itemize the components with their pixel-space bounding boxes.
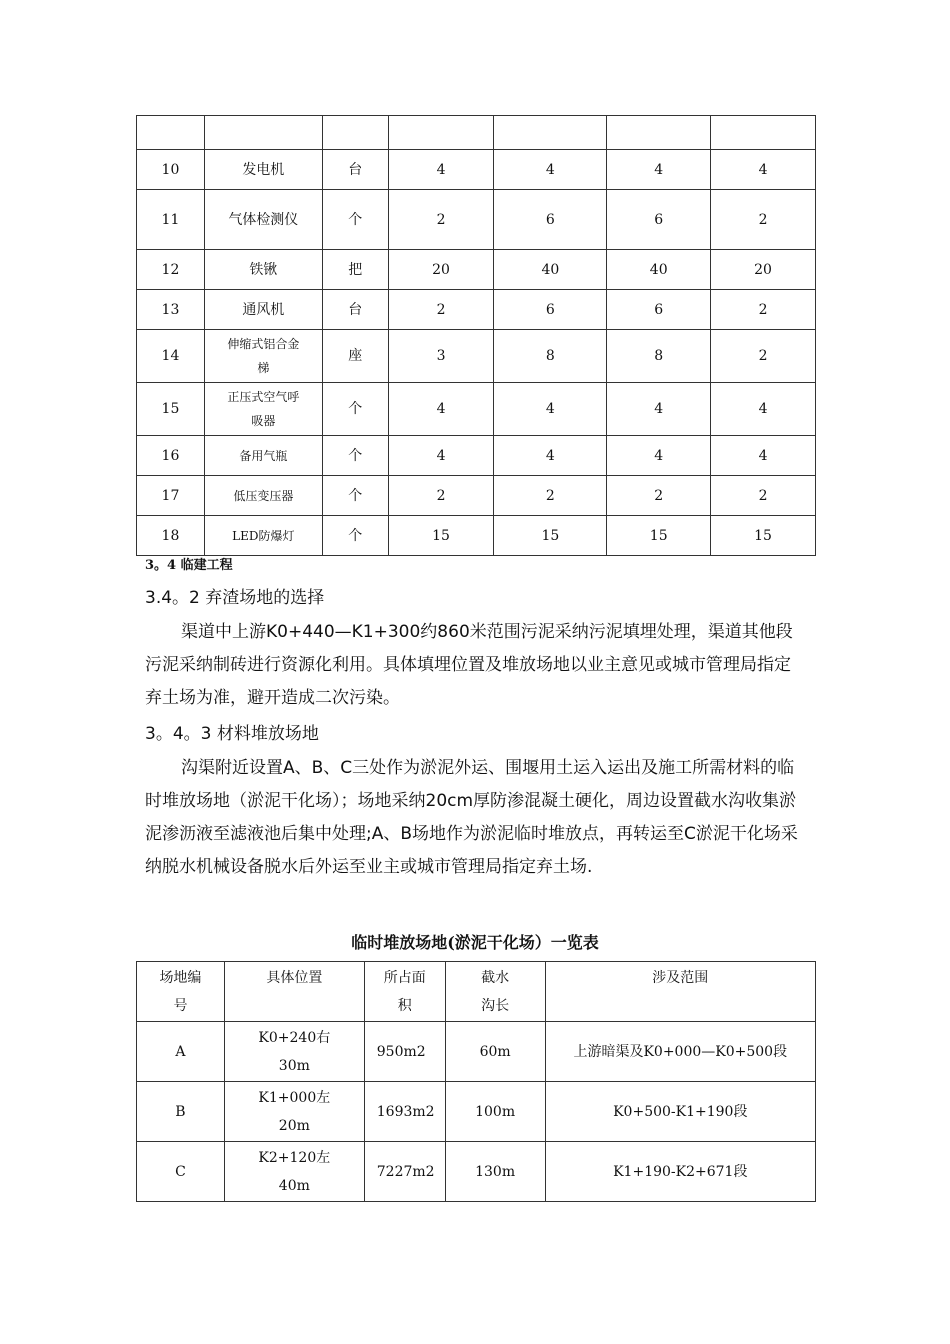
table-row	[137, 190, 816, 250]
table-row	[137, 330, 816, 383]
cell-qty	[607, 116, 711, 150]
cell-unit	[322, 116, 388, 150]
header-ditch: 截水沟长	[445, 962, 545, 1022]
cell-qty: 4	[607, 383, 711, 436]
cell-name: LED防爆灯	[204, 516, 322, 556]
cell-no: 14	[137, 330, 205, 383]
cell-qty: 6	[607, 190, 711, 250]
cell-unit: 台	[322, 290, 388, 330]
cell-no: 13	[137, 290, 205, 330]
cell-unit: 台	[322, 150, 388, 190]
cell-no: 16	[137, 436, 205, 476]
cell-location: K1+000左20m	[224, 1082, 364, 1142]
cell-qty: 40	[494, 250, 607, 290]
cell-qty: 2	[711, 330, 816, 383]
table-row	[137, 116, 816, 150]
header-location: 具体位置	[224, 962, 364, 1022]
table-row	[137, 150, 816, 190]
cell-no: 12	[137, 250, 205, 290]
header-area: 所占面积	[364, 962, 445, 1022]
cell-area: 7227m2	[364, 1142, 445, 1202]
cell-qty: 6	[494, 290, 607, 330]
cell-name	[204, 116, 322, 150]
table-row	[137, 1022, 816, 1082]
table-row	[137, 436, 816, 476]
cell-area: 950m2	[364, 1022, 445, 1082]
cell-location: K2+120左40m	[224, 1142, 364, 1202]
cell-qty: 4	[494, 383, 607, 436]
sub-heading-material-site: 3。4。3 材料堆放场地	[145, 724, 319, 744]
cell-qty: 40	[607, 250, 711, 290]
table-row	[137, 1082, 816, 1142]
cell-qty: 4	[607, 150, 711, 190]
cell-scope: K0+500-K1+190段	[545, 1082, 815, 1142]
cell-qty: 20	[388, 250, 494, 290]
cell-name: 低压变压器	[204, 476, 322, 516]
cell-qty	[711, 116, 816, 150]
table-row	[137, 476, 816, 516]
cell-site-id: C	[137, 1142, 225, 1202]
table-row	[137, 290, 816, 330]
cell-qty: 8	[494, 330, 607, 383]
table-row	[137, 1142, 816, 1202]
cell-qty: 4	[388, 436, 494, 476]
cell-qty: 20	[711, 250, 816, 290]
paragraph-material-site: 沟渠附近设置A、B、C三处作为淤泥外运、围堰用土运入运出及施工所需材料的临时堆放场地（淤泥干化场）；场地采纳20cm厚防渗混凝土硬化，周边设置截水沟收集淤泥渗沥液至滤液池后集中处理;A、B场地作为淤泥临时堆放点，再转运至C淤泥干化场采纳脱水机械设备脱水后外运至业主或城市管理局指定弃土场.	[145, 758, 798, 877]
cell-no: 17	[137, 476, 205, 516]
cell-qty: 4	[494, 436, 607, 476]
cell-qty: 15	[607, 516, 711, 556]
cell-name: 发电机	[204, 150, 322, 190]
cell-qty: 2	[607, 476, 711, 516]
cell-qty: 6	[607, 290, 711, 330]
cell-qty	[494, 116, 607, 150]
cell-ditch: 130m	[445, 1142, 545, 1202]
cell-qty: 8	[607, 330, 711, 383]
cell-no: 10	[137, 150, 205, 190]
cell-unit: 个	[322, 436, 388, 476]
sub-heading-spoil-site: 3.4。2 弃渣场地的选择	[145, 588, 325, 608]
sites-table	[136, 961, 816, 1202]
table-caption: 临时堆放场地(淤泥干化场）一览表	[351, 933, 599, 952]
cell-no: 15	[137, 383, 205, 436]
cell-name: 备用气瓶	[204, 436, 322, 476]
cell-unit: 个	[322, 476, 388, 516]
cell-name: 通风机	[204, 290, 322, 330]
cell-area: 1693m2	[364, 1082, 445, 1142]
cell-qty: 4	[711, 436, 816, 476]
cell-qty: 3	[388, 330, 494, 383]
cell-name: 铁锹	[204, 250, 322, 290]
cell-scope: 上游暗渠及K0+000—K0+500段	[545, 1022, 815, 1082]
cell-unit: 个	[322, 190, 388, 250]
cell-scope: K1+190-K2+671段	[545, 1142, 815, 1202]
header-id: 场地编号	[137, 962, 225, 1022]
header-scope: 涉及范围	[545, 962, 815, 1022]
cell-qty	[388, 116, 494, 150]
cell-unit: 个	[322, 383, 388, 436]
cell-unit: 把	[322, 250, 388, 290]
cell-name: 气体检测仪	[204, 190, 322, 250]
cell-location: K0+240右30m	[224, 1022, 364, 1082]
cell-qty: 4	[607, 436, 711, 476]
cell-no: 18	[137, 516, 205, 556]
cell-qty: 6	[494, 190, 607, 250]
cell-qty: 2	[711, 190, 816, 250]
table-header-row	[137, 962, 816, 1022]
cell-qty: 2	[388, 190, 494, 250]
cell-no: 11	[137, 190, 205, 250]
cell-qty: 4	[388, 150, 494, 190]
table-row	[137, 250, 816, 290]
cell-name: 伸缩式铝合金梯	[204, 330, 322, 383]
cell-qty: 2	[711, 290, 816, 330]
cell-ditch: 60m	[445, 1022, 545, 1082]
cell-qty: 2	[494, 476, 607, 516]
cell-site-id: A	[137, 1022, 225, 1082]
cell-qty: 15	[388, 516, 494, 556]
cell-qty: 15	[711, 516, 816, 556]
paragraph-spoil-site: 渠道中上游K0+440—K1+300约860米范围污泥采纳污泥填埋处理，渠道其他段污泥采纳制砖进行资源化利用。具体填埋位置及堆放场地以业主意见或城市管理局指定弃土场为准，避开造成二次污染。	[145, 622, 793, 708]
cell-no	[137, 116, 205, 150]
cell-qty: 2	[388, 290, 494, 330]
cell-qty: 15	[494, 516, 607, 556]
cell-unit: 个	[322, 516, 388, 556]
cell-name: 正压式空气呼吸器	[204, 383, 322, 436]
cell-qty: 2	[388, 476, 494, 516]
cell-site-id: B	[137, 1082, 225, 1142]
cell-qty: 4	[388, 383, 494, 436]
table-row	[137, 383, 816, 436]
cell-qty: 4	[711, 150, 816, 190]
section-heading: 3。4 临建工程	[145, 558, 233, 573]
equipment-table	[136, 115, 816, 556]
cell-qty: 2	[711, 476, 816, 516]
cell-ditch: 100m	[445, 1082, 545, 1142]
cell-qty: 4	[494, 150, 607, 190]
cell-unit: 座	[322, 330, 388, 383]
cell-qty: 4	[711, 383, 816, 436]
table-row	[137, 516, 816, 556]
